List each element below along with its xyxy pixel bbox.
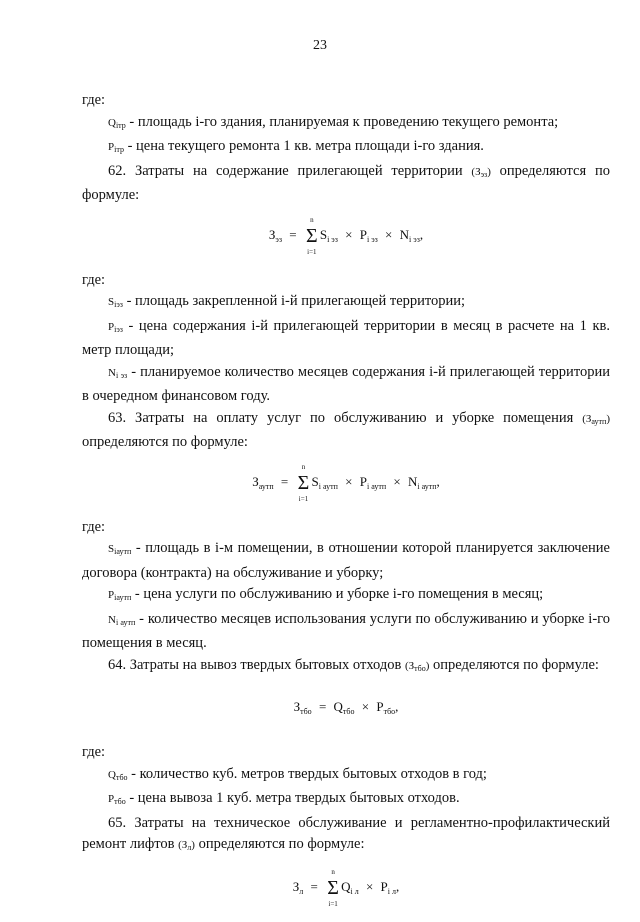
paragraph-text-end: определяются по формуле: xyxy=(194,836,365,852)
symbol-subscript: iэз xyxy=(114,300,123,309)
inline-symbol-subscript: тбо xyxy=(414,663,426,673)
sum-lower-limit: i=1 xyxy=(307,247,317,256)
formula-lhs-subscript: эз xyxy=(275,234,282,244)
symbol: Q xyxy=(108,116,116,129)
symbol: P xyxy=(108,320,115,333)
inline-symbol-subscript: л xyxy=(187,843,192,852)
definition-text: - площадь закрепленной i-й прилегающей территории; xyxy=(122,293,466,309)
formula-term: P xyxy=(359,226,367,242)
paragraph-text: 64. Затраты на вывоз твердых бытовых отходов xyxy=(108,656,405,673)
paragraph-text-end: определяются по формуле: xyxy=(429,656,599,673)
definition-q-itr xyxy=(82,112,610,137)
equals-sign: = xyxy=(318,699,327,714)
symbol: S xyxy=(108,296,115,308)
symbol: P xyxy=(108,793,115,805)
paragraph-64 xyxy=(82,655,610,680)
where-label: где: xyxy=(82,518,106,535)
formula-lhs-subscript: тбо xyxy=(300,707,312,716)
paragraph-65 xyxy=(82,813,610,859)
paragraph-text: 63. Затраты на оплату услуг по обслуживанию и уборке помещения xyxy=(108,409,583,426)
formula-term: Q xyxy=(333,699,343,714)
paragraph-text: 65. Затраты на техническое обслуживание и регламентно-профилактический ремонт лифтов xyxy=(82,814,610,852)
definition-text: - цена вывоза 1 куб. метра твердых бытовых отходов. xyxy=(125,790,460,806)
paragraph-text-end: определяются по формуле: xyxy=(82,434,248,450)
inline-symbol: (З xyxy=(404,659,415,672)
definition-text: - планируемое количество месяцев содержания i-й прилегающей территории в очередном финансовом году. xyxy=(82,363,610,404)
sigma-glyph: Σ xyxy=(297,471,310,494)
formula-term-subscript: i л xyxy=(350,886,359,896)
formula-term-subscript: i эз xyxy=(366,234,378,244)
definition-p-iez xyxy=(82,316,610,362)
formula-term-subscript: i эз xyxy=(327,234,338,244)
definition-p-itr xyxy=(82,136,610,161)
inline-symbol: (З xyxy=(582,412,592,425)
sigma-glyph: Σ xyxy=(306,224,318,247)
multiply-sign: × xyxy=(345,473,353,489)
formula-term-subscript: i аутп xyxy=(366,481,387,491)
inline-symbol-close: ) xyxy=(487,165,491,178)
formula-term-subscript: i эз xyxy=(409,234,420,244)
symbol: S xyxy=(108,543,115,555)
formula-lhs-subscript: аутп xyxy=(258,481,274,491)
symbol-subscript: iаутп xyxy=(114,547,132,556)
formula-term-subscript: тбо xyxy=(383,707,396,716)
definition-text: - количество куб. метров твердых бытовых отходов в год; xyxy=(127,765,487,782)
formula-term: S xyxy=(319,226,328,242)
sum-upper-limit: n xyxy=(301,462,306,471)
symbol: Q xyxy=(108,768,116,781)
symbol: P xyxy=(108,141,115,153)
formula-end: , xyxy=(395,699,399,714)
definition-text: - цена содержания i-й прилегающей территории в месяц в расчете на 1 кв. метр площади; xyxy=(82,317,610,358)
symbol-subscript: iаутп xyxy=(114,593,132,602)
formula-lhs: З xyxy=(268,226,276,242)
inline-symbol-close: ) xyxy=(191,839,195,851)
page-number: 23 xyxy=(313,38,327,53)
definition-s-iautp xyxy=(82,538,610,584)
symbol: N xyxy=(108,366,116,379)
inline-symbol-close: ) xyxy=(606,412,610,425)
definition-text: - цена услуги по обслуживанию и уборке i-го помещения в месяц; xyxy=(131,586,544,602)
sum-upper-limit: n xyxy=(331,867,335,876)
formula-lhs: З xyxy=(252,473,259,489)
formula-62 xyxy=(82,215,610,256)
formula-end: , xyxy=(419,226,424,242)
formula-term: P xyxy=(376,699,384,714)
multiply-sign: × xyxy=(345,226,353,242)
formula-term: Q xyxy=(341,878,351,894)
formula-end: , xyxy=(436,473,440,489)
formula-term: N xyxy=(407,473,418,489)
formula-term: P xyxy=(380,878,388,894)
definition-p-tbo xyxy=(82,788,610,813)
formula-65 xyxy=(82,867,610,908)
symbol-subscript: iтр xyxy=(114,145,124,154)
formula-lhs-subscript: л xyxy=(299,886,304,896)
paragraph-text-end: определяются по формуле: xyxy=(82,162,610,203)
formula-term-subscript: i аутп xyxy=(318,481,338,491)
formula-end: , xyxy=(396,878,400,894)
inline-symbol: (З xyxy=(471,165,481,178)
inline-symbol-subscript: эз xyxy=(480,169,488,179)
inline-symbol: (З xyxy=(178,839,188,851)
inline-symbol-close: ) xyxy=(425,659,430,672)
multiply-sign: × xyxy=(361,699,370,714)
paragraph-62 xyxy=(82,161,610,207)
sum-upper-limit: n xyxy=(310,215,314,224)
formula-lhs: З xyxy=(293,699,301,714)
symbol-subscript: i эз xyxy=(115,370,128,380)
definition-q-tbo xyxy=(82,764,610,789)
summation-sign xyxy=(297,462,311,503)
paragraph-text: 62. Затраты на содержание прилегающей территории xyxy=(108,162,472,179)
definition-s-iez xyxy=(82,291,610,316)
formula-term-subscript: i аутп xyxy=(417,481,437,491)
symbol-subscript: тбо xyxy=(114,797,126,806)
equals-sign: = xyxy=(280,473,289,489)
equals-sign: = xyxy=(289,226,297,242)
summation-sign xyxy=(305,215,319,256)
paragraph-63 xyxy=(82,408,610,454)
symbol: N xyxy=(108,613,116,626)
definition-text: - площадь в i-м помещении, в отношении которой планируется заключение договора (контракта) на обслуживание и уборку; xyxy=(82,540,610,581)
definition-n-iautp xyxy=(82,609,610,655)
formula-64 xyxy=(82,697,610,722)
where-label: где: xyxy=(82,92,106,108)
symbol: P xyxy=(108,589,115,601)
symbol-subscript: iэз xyxy=(114,324,123,334)
sum-lower-limit: i=1 xyxy=(298,494,309,503)
inline-symbol-subscript: аутп xyxy=(591,416,607,426)
formula-term: P xyxy=(359,473,367,489)
where-label: где: xyxy=(82,744,106,760)
definition-text: - цена текущего ремонта 1 кв. метра площади i-го здания. xyxy=(123,138,484,154)
sum-lower-limit: i=1 xyxy=(328,899,338,908)
formula-term-subscript: тбо xyxy=(342,707,355,716)
symbol-subscript: тбо xyxy=(115,772,128,782)
formula-term: N xyxy=(399,226,410,242)
definition-n-iez xyxy=(82,362,610,408)
multiply-sign: × xyxy=(393,473,401,489)
symbol-subscript: iтр xyxy=(115,120,126,130)
multiply-sign: × xyxy=(365,878,374,894)
formula-term: S xyxy=(311,473,319,489)
formula-term-subscript: i л xyxy=(387,886,396,896)
symbol-subscript: i аутп xyxy=(115,617,136,627)
multiply-sign: × xyxy=(385,226,393,242)
summation-sign xyxy=(326,867,340,908)
definition-p-iautp xyxy=(82,584,610,609)
formula-63 xyxy=(82,462,610,503)
sigma-glyph: Σ xyxy=(327,876,339,899)
where-label: где: xyxy=(82,271,106,288)
equals-sign: = xyxy=(310,878,318,894)
document-body xyxy=(82,90,610,922)
formula-lhs: З xyxy=(292,878,300,894)
definition-text: - количество месяцев использования услуги по обслуживанию и уборке i-го помещения в месяц. xyxy=(82,610,610,651)
definition-text: - площадь i-го здания, планируемая к проведению текущего ремонта; xyxy=(125,113,559,130)
